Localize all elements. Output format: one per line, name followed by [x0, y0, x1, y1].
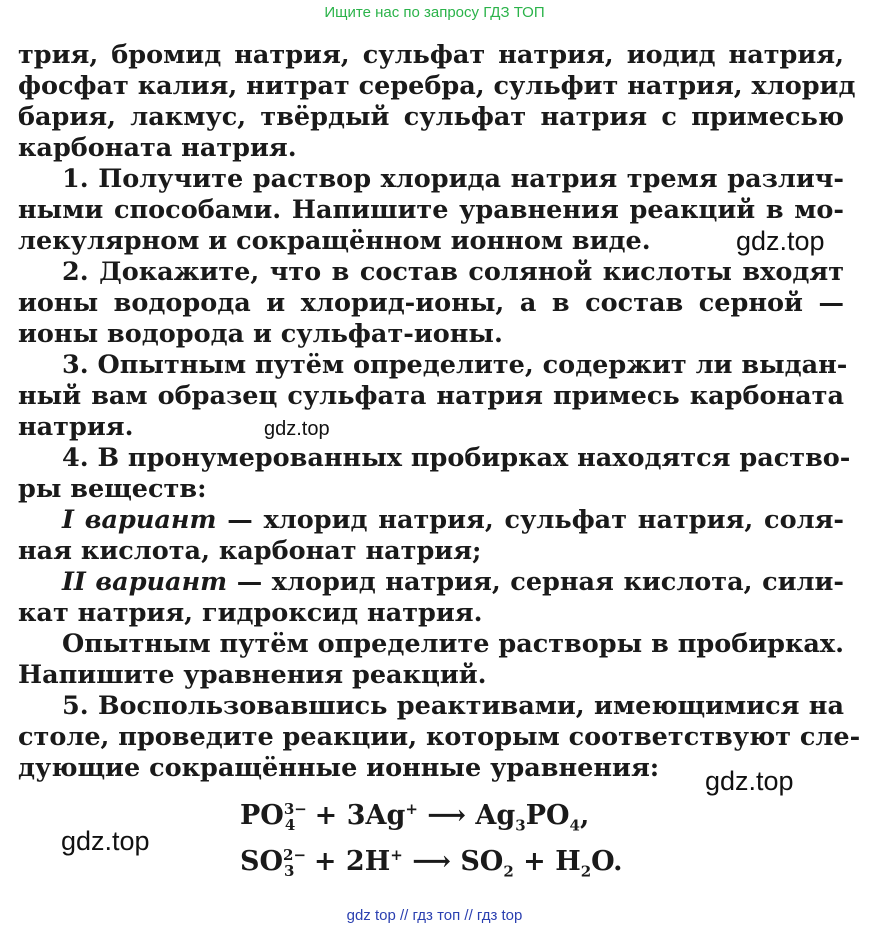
text-line: ионы водорода и сульфат-ионы.	[18, 319, 503, 349]
text-line: ры веществ:	[18, 474, 207, 504]
text-line: бария, лакмус, твёрдый сульфат натрия с примесью	[18, 102, 844, 132]
task-1: 1. Получите раствор хлорида натрия тремя различ-	[62, 164, 844, 194]
text-line: ионы водорода и хлорид-ионы, а в состав серной —	[18, 288, 844, 318]
task-4: 4. В пронумерованных пробирках находятся раство-	[62, 443, 851, 473]
text-line: ный вам образец сульфата натрия примесь карбоната	[18, 381, 844, 411]
equation-2: $SO^{2-}_3 + 2H^+$ ⟶ $SO_2 + H_2O$.	[240, 846, 623, 881]
text-line: лекулярном и сокращённом ионном виде.	[18, 226, 651, 256]
watermark: gdz.top	[264, 418, 330, 440]
bottom-banner: gdz top // гдз топ // гдз top	[346, 907, 523, 924]
text-line: карбоната натрия.	[18, 133, 297, 163]
task-2: 2. Докажите, что в состав соляной кислоты входят	[62, 257, 844, 287]
task-3: 3. Опытным путём определите, содержит ли выдан-	[62, 350, 848, 380]
text-line: дующие сокращённые ионные уравнения:	[18, 753, 660, 783]
equation-1: $PO^{3-}_4 + 3Ag^+$ ⟶ $Ag_3PO_4$,	[240, 800, 590, 835]
text-line: ными способами. Напишите уравнения реакций в мо-	[18, 195, 844, 225]
variant-1-line	[18, 505, 844, 536]
top-banner: Ищите нас по запросу ГДЗ ТОП	[324, 4, 545, 21]
watermark: gdz.top	[61, 826, 150, 856]
text-line: столе, проведите реакции, которым соответствуют сле-	[18, 722, 861, 752]
variant-2-text: — хлорид натрия, серная кислота, сили-	[227, 567, 844, 597]
task-5: 5. Воспользовавшись реактивами, имеющимися на	[62, 691, 844, 721]
text-line: Напишите уравнения реакций.	[18, 660, 487, 690]
variant-1-text: — хлорид натрия, сульфат натрия, соля-	[216, 505, 844, 535]
text-line: фосфат калия, нитрат серебра, сульфит натрия, хлорид	[18, 71, 856, 101]
text-line: кат натрия, гидроксид натрия.	[18, 598, 483, 628]
watermark: gdz.top	[705, 766, 794, 796]
text-line: Опытным путём определите растворы в пробирках.	[62, 629, 844, 659]
watermark: gdz.top	[736, 226, 825, 256]
variant-2-label: II вариант	[62, 567, 228, 597]
text-line: ная кислота, карбонат натрия;	[18, 536, 482, 566]
text-line: трия, бромид натрия, сульфат натрия, иодид натрия,	[18, 40, 844, 70]
variant-2-line	[18, 567, 844, 598]
text-line: натрия.	[18, 412, 134, 442]
variant-1-label: I вариант	[62, 505, 217, 535]
textbook-text	[18, 40, 861, 784]
